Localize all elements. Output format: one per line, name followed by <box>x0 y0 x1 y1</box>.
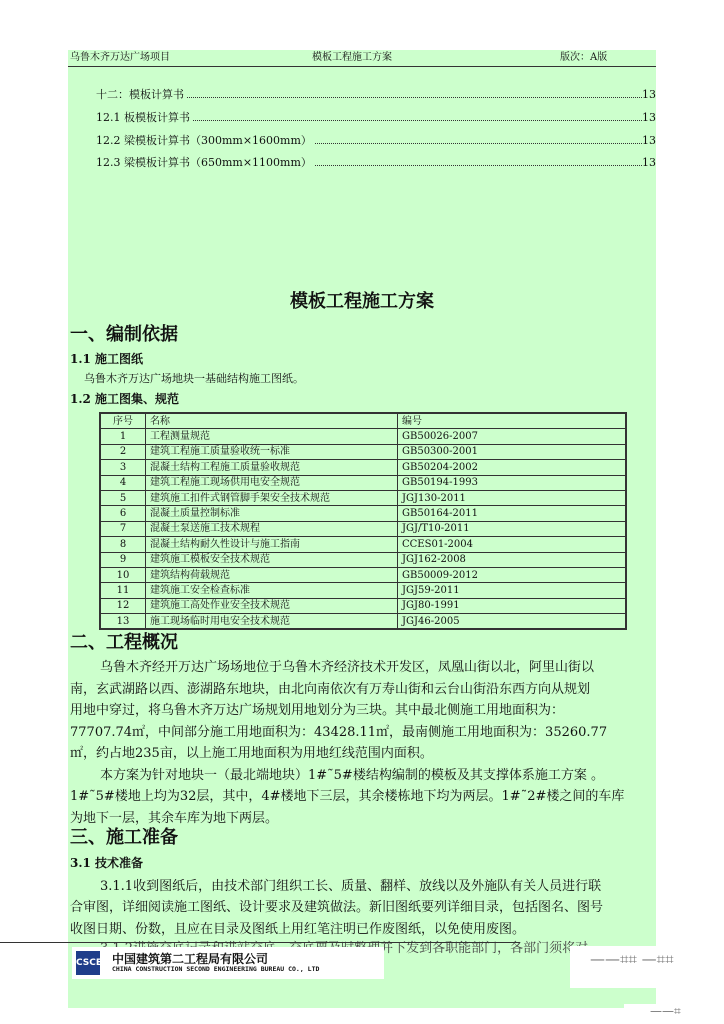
table-cell: 9 <box>100 552 146 567</box>
table-cell: JGJ59-2011 <box>398 583 627 598</box>
toc-label: 十二：模板计算书 <box>96 88 184 101</box>
toc-entry[interactable] <box>96 88 656 102</box>
table-cell: 2 <box>100 444 146 459</box>
header-project: 乌鲁木齐万达广场项目 <box>70 52 170 63</box>
ghost-mark-icon: ——⌗ <box>650 1004 681 1018</box>
table-cell: CCES01-2004 <box>398 537 627 552</box>
header-cell: 名称 <box>146 413 398 429</box>
toc-label: 12.2 梁模板计算书（300mm×1600mm） <box>96 134 312 147</box>
table-cell: 建筑工程施工现场供用电安全规范 <box>146 475 398 490</box>
table-cell: 13 <box>100 614 146 630</box>
table-cell: GB50194-1993 <box>398 475 627 490</box>
page-header <box>68 50 656 67</box>
table-cell: 11 <box>100 583 146 598</box>
table-header-row <box>100 413 626 429</box>
table-cell: JGJ46-2005 <box>398 614 627 630</box>
table-cell: JGJ80-1991 <box>398 598 627 613</box>
table-row <box>100 537 626 552</box>
table-cell: 建筑施工扣件式钢管脚手架安全技术规范 <box>146 490 398 505</box>
section-1-1-text: 乌鲁木齐万达广场地块一基础结构施工图纸。 <box>84 372 304 385</box>
toc-entry[interactable] <box>96 134 656 148</box>
table-cell: JGJ/T10-2011 <box>398 521 627 536</box>
table-cell: 混凝土质量控制标准 <box>146 506 398 521</box>
table-cell: 混凝土泵送施工技术规程 <box>146 521 398 536</box>
section-1-1-heading: 1.1 施工图纸 <box>70 352 144 366</box>
footer-logo-banner <box>72 947 384 979</box>
table-row <box>100 614 626 630</box>
table-cell: GB50204-2002 <box>398 460 627 475</box>
table-row <box>100 475 626 490</box>
toc-page: 13 <box>642 156 656 169</box>
table-row <box>100 567 626 582</box>
table-cell: JGJ130-2011 <box>398 490 627 505</box>
footer-rule <box>0 942 520 943</box>
section-3-heading: 三、施工准备 <box>70 827 178 848</box>
section-1-heading: 一、编制依据 <box>70 324 178 345</box>
toc-entry[interactable] <box>96 156 656 170</box>
table-cell: 建筑施工模板安全技术规范 <box>146 552 398 567</box>
table-cell: 8 <box>100 537 146 552</box>
section-2-line: 乌鲁木齐经开万达广场场地位于乌鲁木齐经济技术开发区，凤凰山街以北，阿里山街以 <box>100 660 595 675</box>
table-cell: 建筑工程施工质量验收统一标准 <box>146 444 398 459</box>
table-row <box>100 429 626 444</box>
section-2-heading: 二、工程概况 <box>70 632 178 653</box>
table-cell: 3 <box>100 460 146 475</box>
company-logo-icon: CSCEC <box>76 951 100 975</box>
table-row <box>100 506 626 521</box>
toc-page: 13 <box>642 134 656 147</box>
section-3-line: 3.1.1收到图纸后，由技术部门组织工长、质量、翻样、放线以及外施队有关人员进行联 <box>100 879 602 894</box>
table-cell: 10 <box>100 567 146 582</box>
company-name-en: CHINA CONSTRUCTION SECOND ENGINEERING BUREAU CO., LTD <box>112 965 320 973</box>
table-cell: 5 <box>100 490 146 505</box>
section-3-1-heading: 3.1 技术准备 <box>70 856 144 870</box>
header-cell: 编号 <box>398 413 627 429</box>
table-cell: 4 <box>100 475 146 490</box>
company-name-cn: 中国建筑第二工程局有限公司 <box>112 952 269 966</box>
table-row <box>100 552 626 567</box>
table-row <box>100 583 626 598</box>
table-cell: JGJ162-2008 <box>398 552 627 567</box>
table-cell: GB50026-2007 <box>398 429 627 444</box>
toc-page: 13 <box>642 88 656 101</box>
table-row <box>100 460 626 475</box>
table-cell: 1 <box>100 429 146 444</box>
toc-label: 12.3 梁模板计算书（650mm×1100mm） <box>96 156 312 169</box>
section-2-line: 用地中穿过，将乌鲁木齐万达广场规划用地划分为三块。其中最北侧施工用地面积为： <box>70 703 565 718</box>
standards-table <box>99 412 627 630</box>
section-2-line: 1#˜5#楼地上均为32层，其中，4#楼地下三层，其余楼栋地下均为两层。1#˜2#楼之间的车库 <box>70 789 625 804</box>
toc-page: 13 <box>642 111 656 124</box>
section-3-line: 合审图，详细阅读施工图纸、设计要求及建筑做法。新旧图纸要列详细目录，包括图名、图号 <box>70 900 604 915</box>
table-cell: 7 <box>100 521 146 536</box>
section-2-line: 77707.74㎡，中间部分施工用地面积为：43428.11㎡，最南侧施工用地面积为：35260.77 <box>70 725 608 740</box>
table-cell: 6 <box>100 506 146 521</box>
table-row <box>100 598 626 613</box>
table-cell: 混凝土结构工程施工质量验收规范 <box>146 460 398 475</box>
document-title: 模板工程施工方案 <box>290 291 434 312</box>
table-cell: GB50009-2012 <box>398 567 627 582</box>
header-cell: 序号 <box>100 413 146 429</box>
table-cell: 混凝土结构耐久性设计与施工指南 <box>146 537 398 552</box>
ghost-mark-icon: ——⌗⌗ —⌗⌗ <box>590 950 674 968</box>
header-doc-title: 模板工程施工方案 <box>312 52 392 63</box>
table-cell: 工程测量规范 <box>146 429 398 444</box>
section-3-line: 收图日期、份数，且应在目录及图纸上用红笔注明已作废图纸，以免使用废图。 <box>70 922 526 937</box>
table-cell: GB50164-2011 <box>398 506 627 521</box>
header-version: 版次：A版 <box>560 52 608 63</box>
table-row <box>100 444 626 459</box>
table-cell: 施工现场临时用电安全技术规范 <box>146 614 398 630</box>
table-cell: 建筑施工高处作业安全技术规范 <box>146 598 398 613</box>
table-cell: 建筑施工安全检查标准 <box>146 583 398 598</box>
section-2-line: 南，玄武湖路以西、澎湖路东地块，由北向南依次有万寿山街和云台山街沿东西方向从规划 <box>70 682 591 697</box>
section-2-line: 本方案为针对地块一（最北端地块）1#˜5#楼结构编制的模板及其支撑体系施工方案 。 <box>100 768 604 783</box>
section-2-line: ㎡，约占地235亩，以上施工用地面积为用地红线范围内面积。 <box>70 746 433 761</box>
section-1-2-heading: 1.2 施工图集、规范 <box>70 392 180 406</box>
table-cell: 建筑结构荷载规范 <box>146 567 398 582</box>
table-row <box>100 521 626 536</box>
section-2-line: 为地下一层，其余车库为地下两层。 <box>70 811 279 826</box>
toc-entry[interactable] <box>96 111 656 125</box>
toc-label: 12.1 板模板计算书 <box>96 111 190 124</box>
table-cell: GB50300-2001 <box>398 444 627 459</box>
table-row <box>100 490 626 505</box>
table-cell: 12 <box>100 598 146 613</box>
